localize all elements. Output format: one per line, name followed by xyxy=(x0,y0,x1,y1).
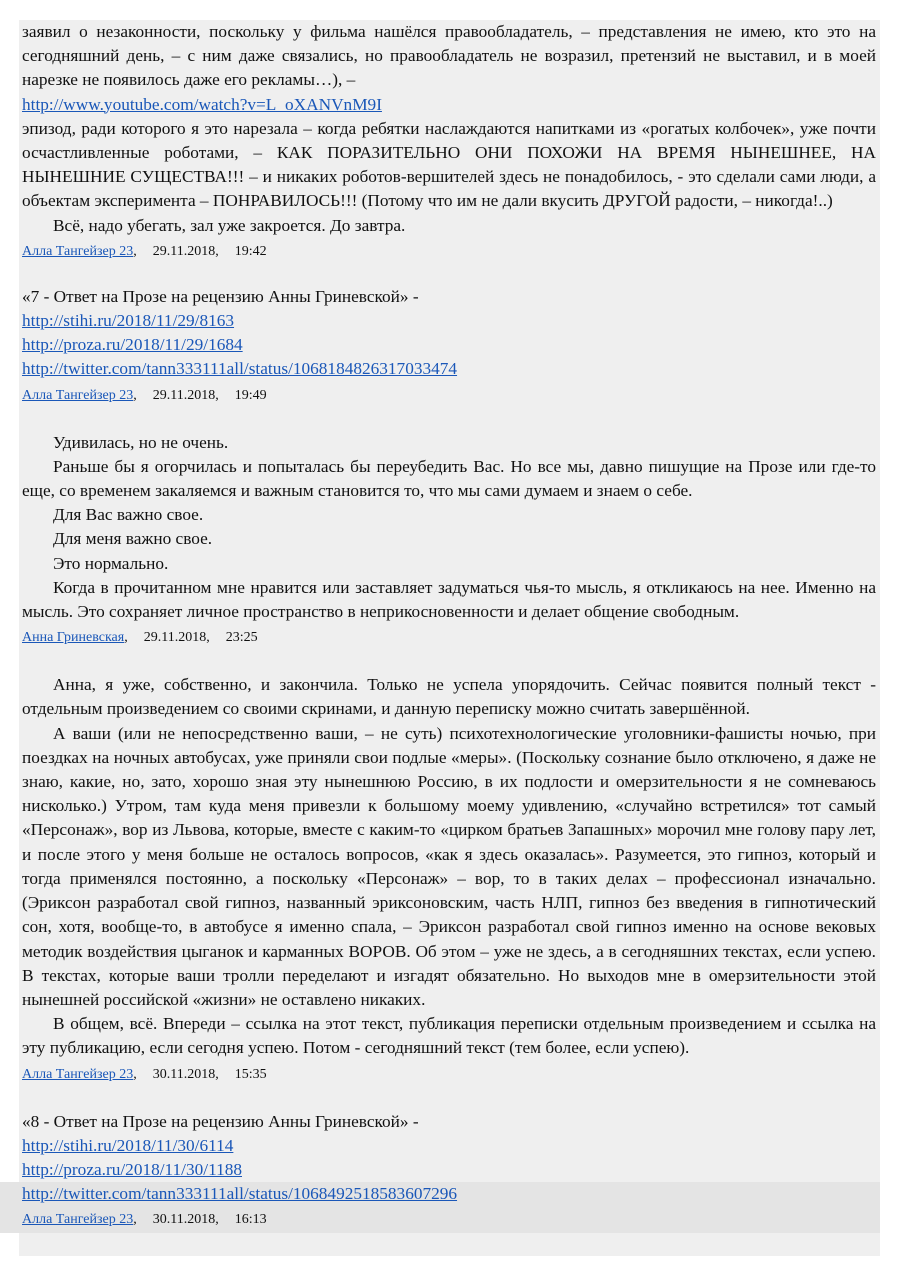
stihi-link[interactable]: http://stihi.ru/2018/11/30/6114 xyxy=(22,1135,234,1155)
post-time: 23:25 xyxy=(225,630,258,646)
paragraph: В общем, всё. Впереди – ссылка на этот текст, публикация переписки отдельным произведением и ссылка на эту публикацию, если сегодня успею. Потом - сегодняшний текст (тем более, если успею). xyxy=(22,1014,876,1058)
message-block xyxy=(19,1110,880,1234)
signature: Алла Тангейзер 23, 30.11.2018, 16:13 xyxy=(22,1212,267,1228)
post-time: 19:49 xyxy=(234,387,267,403)
document-page xyxy=(19,20,880,1256)
author-link[interactable]: Алла Тангейзер 23 xyxy=(22,1066,134,1082)
paragraph: эпизод, ради которого я это нарезала – когда ребятки наслаждаются напитками из «рогатых колбочек», уже почти осчастливленные роботами, – КАК ПОРАЗИТЕЛЬНО ОНИ ПОХОЖИ НА ВРЕМЯ НЫНЕШНЕЕ, НА НЫНЕШНИЕ СУЩЕСТВА!!! – и никаких роботов-вершителей здесь не понадобилось, - это сделали сами люди, а объектам эксперимента – ПОНРАВИЛОСЬ!!! (Потому что им не дали вкусить ДРУГОЙ радости, – никогда!..) xyxy=(22,118,876,211)
signature: Алла Тангейзер 23, 29.11.2018, 19:49 xyxy=(22,387,267,403)
signature: Анна Гриневская, 29.11.2018, 23:25 xyxy=(22,630,258,646)
message-block xyxy=(19,285,880,405)
proza-link[interactable]: http://proza.ru/2018/11/29/1684 xyxy=(22,335,243,355)
highlight-band xyxy=(0,1182,880,1233)
message-block xyxy=(19,673,880,1083)
paragraph: Раньше бы я огорчилась и попыталась бы переубедить Вас. Но все мы, давно пишущие на Прозе или где-то еще, со временем закаляемся и важным становится то, что мы сами думаем и знаем о себе. xyxy=(22,456,876,501)
paragraph: Для меня важно свое. xyxy=(53,529,213,549)
author-link[interactable]: Алла Тангейзер 23 xyxy=(22,387,134,403)
paragraph: заявил о незаконности, поскольку у фильма нашёлся правообладатель, – представления не имею, кто это на сегодняшний день, – с ним даже связались, но правообладатель не возразил, претензий не выставил, и в моей нарезке не появилось даже его рекламы…), – xyxy=(22,22,876,90)
post-date: 29.11.2018 xyxy=(143,630,207,646)
youtube-link[interactable]: http://www.youtube.com/watch?v=L_oXANVnM9I xyxy=(22,94,382,114)
signature: Алла Тангейзер 23, 30.11.2018, 15:35 xyxy=(22,1066,267,1082)
post-time: 15:35 xyxy=(234,1066,267,1082)
message-block xyxy=(19,431,880,648)
author-link[interactable]: Алла Тангейзер 23 xyxy=(22,1212,134,1228)
twitter-link[interactable]: http://twitter.com/tann333111all/status/1068184826317033474 xyxy=(22,359,458,379)
twitter-link[interactable]: http://twitter.com/tann333111all/status/1068492518583607296 xyxy=(22,1184,458,1204)
reply-title: «7 - Ответ на Прозе на рецензию Анны Гриневской» - xyxy=(22,286,419,306)
reply-title: «8 - Ответ на Прозе на рецензию Анны Гриневской» - xyxy=(22,1111,419,1131)
paragraph: Всё, надо убегать, зал уже закроется. До завтра. xyxy=(53,215,406,235)
paragraph: Это нормально. xyxy=(53,553,169,573)
post-time: 19:42 xyxy=(234,243,267,259)
author-link[interactable]: Анна Гриневская xyxy=(22,630,125,646)
author-link[interactable]: Алла Тангейзер 23 xyxy=(22,243,134,259)
post-time: 16:13 xyxy=(234,1212,267,1228)
proza-link[interactable]: http://proza.ru/2018/11/30/1188 xyxy=(22,1159,242,1179)
paragraph: Удивилась, но не очень. xyxy=(53,432,229,452)
stihi-link[interactable]: http://stihi.ru/2018/11/29/8163 xyxy=(22,311,235,331)
post-date: 30.11.2018 xyxy=(152,1066,216,1082)
message-block xyxy=(19,20,880,261)
post-date: 30.11.2018 xyxy=(152,1212,216,1228)
paragraph: Когда в прочитанном мне нравится или заставляет задуматься чья-то мысль, я откликаюсь на нее. Именно на мысль. Это сохраняет личное пространство в неприкосновенности и делает общение свободным. xyxy=(22,577,876,622)
post-date: 29.11.2018 xyxy=(152,387,216,403)
signature: Алла Тангейзер 23, 29.11.2018, 19:42 xyxy=(22,243,267,259)
paragraph: Анна, я уже, собственно, и закончила. Только не успела упорядочить. Сейчас появится полный текст - отдельным произведением со своими скринами, и данную переписку можно считать завершённой. xyxy=(22,675,876,719)
paragraph: Для Вас важно свое. xyxy=(53,505,204,525)
post-date: 29.11.2018 xyxy=(152,243,216,259)
paragraph: А ваши (или не непосредственно ваши, – не суть) психотехнологические уголовники-фашисты ночью, при поездках на ночных автобусах, уже приняли свои подлые «меры». (Поскольку сознание было отключено, я даже не знаю, какие, но, зато, хорошо зная эту нынешнюю Россию, в их подлости и омерзительности я не сомневаюсь нисколько.) Утром, там куда меня привезли к большому моему удивлению, «случайно встретился» тот самый «Персонаж», вор из Львова, которые, вместе с каким-то «цирком братьев Запашных» морочил мне голову пару лет, и после этого у меня больше не осталось вопросов, «как я здесь оказалась». Разумеется, это гипноз, который и тогда применялся постоянно, а поскольку «Персонаж» – вор, то в таких делах – профессионал изначально. (Эриксон разработал свой гипноз, названный эриксоновским, часть НЛП, гипноз без введения в гипнотический сон, хотя, вообще-то, в автобусе я именно спала, – Эриксон разработал свой гипноз именно на основе вековых методик воздействия цыганок и карманных ВОРОВ. Об этом – уже не здесь, а в сегодняшних текстах, если успею. В текстах, которые ваши тролли переделают и изгадят обязательно. Но выходов мне в омерзительности этой нынешней российской «жизни» не оставлено никаких. xyxy=(22,723,876,1009)
